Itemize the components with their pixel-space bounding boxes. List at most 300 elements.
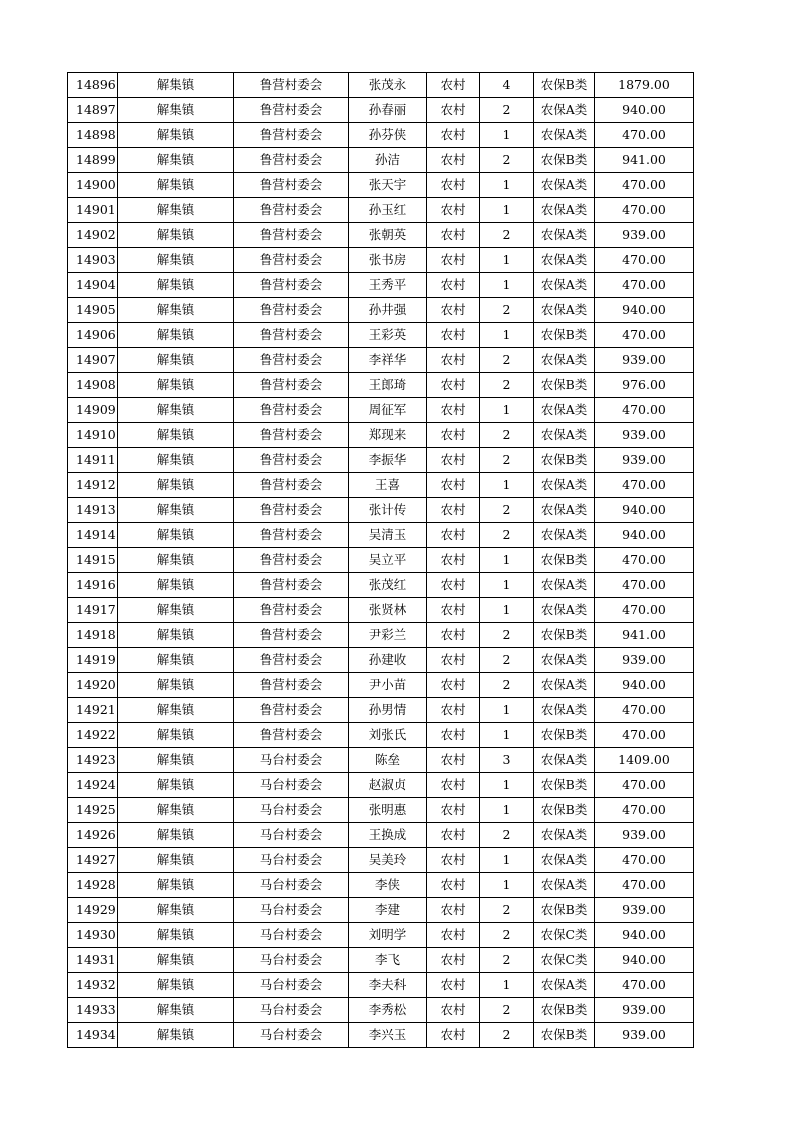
person-name-cell: 张朝英 bbox=[349, 223, 427, 248]
area-type-cell: 农村 bbox=[427, 473, 480, 498]
village-committee-cell: 马台村委会 bbox=[234, 848, 349, 873]
village-committee-cell: 鲁营村委会 bbox=[234, 448, 349, 473]
table-row bbox=[68, 798, 694, 823]
household-count-cell: 1 bbox=[480, 848, 534, 873]
person-name-cell: 尹小苗 bbox=[349, 673, 427, 698]
area-type-cell: 农村 bbox=[427, 548, 480, 573]
table-row bbox=[68, 173, 694, 198]
village-committee-cell: 马台村委会 bbox=[234, 823, 349, 848]
household-count-cell: 2 bbox=[480, 423, 534, 448]
area-type-cell: 农村 bbox=[427, 923, 480, 948]
township-cell: 解集镇 bbox=[118, 623, 234, 648]
township-cell: 解集镇 bbox=[118, 748, 234, 773]
insurance-category-cell: 农保A类 bbox=[534, 873, 595, 898]
table-row bbox=[68, 648, 694, 673]
amount-cell: 470.00 bbox=[595, 873, 694, 898]
table-row bbox=[68, 498, 694, 523]
table-row bbox=[68, 523, 694, 548]
amount-cell: 940.00 bbox=[595, 948, 694, 973]
township-cell: 解集镇 bbox=[118, 298, 234, 323]
insurance-category-cell: 农保A类 bbox=[534, 473, 595, 498]
village-committee-cell: 马台村委会 bbox=[234, 998, 349, 1023]
area-type-cell: 农村 bbox=[427, 973, 480, 998]
household-count-cell: 2 bbox=[480, 348, 534, 373]
record-number-cell: 14919 bbox=[68, 648, 118, 673]
table-row bbox=[68, 423, 694, 448]
record-number-cell: 14908 bbox=[68, 373, 118, 398]
area-type-cell: 农村 bbox=[427, 398, 480, 423]
household-count-cell: 1 bbox=[480, 598, 534, 623]
record-number-cell: 14904 bbox=[68, 273, 118, 298]
township-cell: 解集镇 bbox=[118, 523, 234, 548]
table-row bbox=[68, 398, 694, 423]
record-number-cell: 14921 bbox=[68, 698, 118, 723]
person-name-cell: 李飞 bbox=[349, 948, 427, 973]
insurance-category-cell: 农保A类 bbox=[534, 748, 595, 773]
area-type-cell: 农村 bbox=[427, 98, 480, 123]
township-cell: 解集镇 bbox=[118, 923, 234, 948]
table-row bbox=[68, 273, 694, 298]
household-count-cell: 2 bbox=[480, 898, 534, 923]
insurance-category-cell: 农保A类 bbox=[534, 598, 595, 623]
person-name-cell: 李秀松 bbox=[349, 998, 427, 1023]
household-count-cell: 2 bbox=[480, 1023, 534, 1048]
person-name-cell: 李夫科 bbox=[349, 973, 427, 998]
household-count-cell: 1 bbox=[480, 398, 534, 423]
record-number-cell: 14932 bbox=[68, 973, 118, 998]
insurance-category-cell: 农保B类 bbox=[534, 148, 595, 173]
township-cell: 解集镇 bbox=[118, 373, 234, 398]
household-count-cell: 1 bbox=[480, 698, 534, 723]
area-type-cell: 农村 bbox=[427, 698, 480, 723]
insurance-category-cell: 农保B类 bbox=[534, 898, 595, 923]
household-count-cell: 2 bbox=[480, 498, 534, 523]
area-type-cell: 农村 bbox=[427, 798, 480, 823]
table-row bbox=[68, 98, 694, 123]
village-committee-cell: 鲁营村委会 bbox=[234, 98, 349, 123]
township-cell: 解集镇 bbox=[118, 998, 234, 1023]
village-committee-cell: 鲁营村委会 bbox=[234, 623, 349, 648]
township-cell: 解集镇 bbox=[118, 873, 234, 898]
insurance-category-cell: 农保A类 bbox=[534, 248, 595, 273]
area-type-cell: 农村 bbox=[427, 773, 480, 798]
village-committee-cell: 马台村委会 bbox=[234, 1023, 349, 1048]
township-cell: 解集镇 bbox=[118, 473, 234, 498]
amount-cell: 939.00 bbox=[595, 1023, 694, 1048]
record-number-cell: 14917 bbox=[68, 598, 118, 623]
amount-cell: 470.00 bbox=[595, 598, 694, 623]
village-committee-cell: 鲁营村委会 bbox=[234, 523, 349, 548]
person-name-cell: 张明惠 bbox=[349, 798, 427, 823]
record-number-cell: 14906 bbox=[68, 323, 118, 348]
person-name-cell: 张书房 bbox=[349, 248, 427, 273]
area-type-cell: 农村 bbox=[427, 1023, 480, 1048]
insurance-category-cell: 农保A类 bbox=[534, 498, 595, 523]
insurance-category-cell: 农保A类 bbox=[534, 673, 595, 698]
township-cell: 解集镇 bbox=[118, 498, 234, 523]
household-count-cell: 2 bbox=[480, 673, 534, 698]
village-committee-cell: 鲁营村委会 bbox=[234, 148, 349, 173]
amount-cell: 940.00 bbox=[595, 498, 694, 523]
person-name-cell: 刘明学 bbox=[349, 923, 427, 948]
table-row bbox=[68, 748, 694, 773]
household-count-cell: 1 bbox=[480, 973, 534, 998]
person-name-cell: 孙井强 bbox=[349, 298, 427, 323]
table-row bbox=[68, 1023, 694, 1048]
area-type-cell: 农村 bbox=[427, 573, 480, 598]
area-type-cell: 农村 bbox=[427, 348, 480, 373]
amount-cell: 940.00 bbox=[595, 673, 694, 698]
amount-cell: 470.00 bbox=[595, 698, 694, 723]
record-number-cell: 14928 bbox=[68, 873, 118, 898]
table-row bbox=[68, 298, 694, 323]
record-number-cell: 14909 bbox=[68, 398, 118, 423]
village-committee-cell: 马台村委会 bbox=[234, 873, 349, 898]
amount-cell: 941.00 bbox=[595, 148, 694, 173]
insurance-category-cell: 农保B类 bbox=[534, 798, 595, 823]
table-row bbox=[68, 773, 694, 798]
household-count-cell: 2 bbox=[480, 298, 534, 323]
person-name-cell: 王秀平 bbox=[349, 273, 427, 298]
record-number-cell: 14914 bbox=[68, 523, 118, 548]
amount-cell: 939.00 bbox=[595, 348, 694, 373]
amount-cell: 470.00 bbox=[595, 123, 694, 148]
amount-cell: 940.00 bbox=[595, 923, 694, 948]
person-name-cell: 张茂永 bbox=[349, 73, 427, 98]
insurance-category-cell: 农保B类 bbox=[534, 373, 595, 398]
village-committee-cell: 鲁营村委会 bbox=[234, 573, 349, 598]
village-committee-cell: 鲁营村委会 bbox=[234, 698, 349, 723]
person-name-cell: 陈垒 bbox=[349, 748, 427, 773]
area-type-cell: 农村 bbox=[427, 223, 480, 248]
insurance-category-cell: 农保A类 bbox=[534, 348, 595, 373]
table-row bbox=[68, 948, 694, 973]
person-name-cell: 孙男情 bbox=[349, 698, 427, 723]
area-type-cell: 农村 bbox=[427, 648, 480, 673]
township-cell: 解集镇 bbox=[118, 248, 234, 273]
area-type-cell: 农村 bbox=[427, 873, 480, 898]
insurance-category-cell: 农保B类 bbox=[534, 448, 595, 473]
person-name-cell: 李祥华 bbox=[349, 348, 427, 373]
person-name-cell: 王郎琦 bbox=[349, 373, 427, 398]
village-committee-cell: 马台村委会 bbox=[234, 973, 349, 998]
record-number-cell: 14912 bbox=[68, 473, 118, 498]
table-row bbox=[68, 448, 694, 473]
area-type-cell: 农村 bbox=[427, 298, 480, 323]
person-name-cell: 李建 bbox=[349, 898, 427, 923]
village-committee-cell: 鲁营村委会 bbox=[234, 223, 349, 248]
insurance-category-cell: 农保A类 bbox=[534, 973, 595, 998]
area-type-cell: 农村 bbox=[427, 523, 480, 548]
village-committee-cell: 鲁营村委会 bbox=[234, 198, 349, 223]
household-count-cell: 1 bbox=[480, 123, 534, 148]
township-cell: 解集镇 bbox=[118, 98, 234, 123]
record-number-cell: 14913 bbox=[68, 498, 118, 523]
village-committee-cell: 鲁营村委会 bbox=[234, 423, 349, 448]
record-number-cell: 14922 bbox=[68, 723, 118, 748]
area-type-cell: 农村 bbox=[427, 248, 480, 273]
village-committee-cell: 鲁营村委会 bbox=[234, 348, 349, 373]
amount-cell: 939.00 bbox=[595, 898, 694, 923]
amount-cell: 470.00 bbox=[595, 198, 694, 223]
record-number-cell: 14931 bbox=[68, 948, 118, 973]
area-type-cell: 农村 bbox=[427, 948, 480, 973]
village-committee-cell: 鲁营村委会 bbox=[234, 398, 349, 423]
table-row bbox=[68, 698, 694, 723]
township-cell: 解集镇 bbox=[118, 273, 234, 298]
table-row bbox=[68, 323, 694, 348]
person-name-cell: 孙春丽 bbox=[349, 98, 427, 123]
insurance-category-cell: 农保A类 bbox=[534, 423, 595, 448]
household-count-cell: 1 bbox=[480, 723, 534, 748]
record-number-cell: 14926 bbox=[68, 823, 118, 848]
insurance-category-cell: 农保C类 bbox=[534, 948, 595, 973]
township-cell: 解集镇 bbox=[118, 348, 234, 373]
amount-cell: 470.00 bbox=[595, 248, 694, 273]
area-type-cell: 农村 bbox=[427, 73, 480, 98]
area-type-cell: 农村 bbox=[427, 998, 480, 1023]
insurance-category-cell: 农保A类 bbox=[534, 198, 595, 223]
insurance-category-cell: 农保A类 bbox=[534, 298, 595, 323]
township-cell: 解集镇 bbox=[118, 973, 234, 998]
village-committee-cell: 鲁营村委会 bbox=[234, 73, 349, 98]
insurance-category-cell: 农保A类 bbox=[534, 223, 595, 248]
table-row bbox=[68, 148, 694, 173]
village-committee-cell: 鲁营村委会 bbox=[234, 723, 349, 748]
person-name-cell: 吴清玉 bbox=[349, 523, 427, 548]
table-row bbox=[68, 598, 694, 623]
household-count-cell: 3 bbox=[480, 748, 534, 773]
household-count-cell: 1 bbox=[480, 273, 534, 298]
insurance-category-cell: 农保A类 bbox=[534, 573, 595, 598]
township-cell: 解集镇 bbox=[118, 423, 234, 448]
amount-cell: 939.00 bbox=[595, 823, 694, 848]
village-committee-cell: 鲁营村委会 bbox=[234, 648, 349, 673]
household-count-cell: 1 bbox=[480, 323, 534, 348]
roster-table-body bbox=[68, 73, 694, 1048]
record-number-cell: 14897 bbox=[68, 98, 118, 123]
table-row bbox=[68, 623, 694, 648]
amount-cell: 939.00 bbox=[595, 648, 694, 673]
amount-cell: 470.00 bbox=[595, 323, 694, 348]
record-number-cell: 14918 bbox=[68, 623, 118, 648]
area-type-cell: 农村 bbox=[427, 323, 480, 348]
record-number-cell: 14933 bbox=[68, 998, 118, 1023]
village-committee-cell: 马台村委会 bbox=[234, 748, 349, 773]
record-number-cell: 14901 bbox=[68, 198, 118, 223]
record-number-cell: 14898 bbox=[68, 123, 118, 148]
person-name-cell: 孙芬侠 bbox=[349, 123, 427, 148]
amount-cell: 976.00 bbox=[595, 373, 694, 398]
amount-cell: 470.00 bbox=[595, 473, 694, 498]
insurance-category-cell: 农保A类 bbox=[534, 698, 595, 723]
township-cell: 解集镇 bbox=[118, 648, 234, 673]
record-number-cell: 14899 bbox=[68, 148, 118, 173]
household-count-cell: 1 bbox=[480, 248, 534, 273]
person-name-cell: 王换成 bbox=[349, 823, 427, 848]
household-count-cell: 2 bbox=[480, 373, 534, 398]
township-cell: 解集镇 bbox=[118, 198, 234, 223]
village-committee-cell: 马台村委会 bbox=[234, 773, 349, 798]
table-row bbox=[68, 823, 694, 848]
insurance-category-cell: 农保A类 bbox=[534, 398, 595, 423]
township-cell: 解集镇 bbox=[118, 73, 234, 98]
table-row bbox=[68, 973, 694, 998]
insurance-category-cell: 农保A类 bbox=[534, 848, 595, 873]
village-committee-cell: 鲁营村委会 bbox=[234, 323, 349, 348]
amount-cell: 940.00 bbox=[595, 298, 694, 323]
insurance-category-cell: 农保B类 bbox=[534, 73, 595, 98]
area-type-cell: 农村 bbox=[427, 448, 480, 473]
table-row bbox=[68, 848, 694, 873]
area-type-cell: 农村 bbox=[427, 198, 480, 223]
amount-cell: 939.00 bbox=[595, 223, 694, 248]
area-type-cell: 农村 bbox=[427, 173, 480, 198]
household-count-cell: 1 bbox=[480, 548, 534, 573]
village-committee-cell: 鲁营村委会 bbox=[234, 273, 349, 298]
township-cell: 解集镇 bbox=[118, 398, 234, 423]
insurance-category-cell: 农保B类 bbox=[534, 723, 595, 748]
household-count-cell: 4 bbox=[480, 73, 534, 98]
amount-cell: 470.00 bbox=[595, 398, 694, 423]
table-row bbox=[68, 473, 694, 498]
record-number-cell: 14896 bbox=[68, 73, 118, 98]
village-committee-cell: 鲁营村委会 bbox=[234, 248, 349, 273]
person-name-cell: 周征军 bbox=[349, 398, 427, 423]
insurance-category-cell: 农保A类 bbox=[534, 648, 595, 673]
household-count-cell: 2 bbox=[480, 448, 534, 473]
record-number-cell: 14907 bbox=[68, 348, 118, 373]
insurance-category-cell: 农保A类 bbox=[534, 823, 595, 848]
household-count-cell: 2 bbox=[480, 148, 534, 173]
township-cell: 解集镇 bbox=[118, 148, 234, 173]
insurance-category-cell: 农保A类 bbox=[534, 273, 595, 298]
insurance-category-cell: 农保A类 bbox=[534, 98, 595, 123]
amount-cell: 470.00 bbox=[595, 173, 694, 198]
township-cell: 解集镇 bbox=[118, 548, 234, 573]
person-name-cell: 李侠 bbox=[349, 873, 427, 898]
record-number-cell: 14920 bbox=[68, 673, 118, 698]
amount-cell: 470.00 bbox=[595, 848, 694, 873]
village-committee-cell: 鲁营村委会 bbox=[234, 598, 349, 623]
household-count-cell: 1 bbox=[480, 573, 534, 598]
area-type-cell: 农村 bbox=[427, 673, 480, 698]
record-number-cell: 14911 bbox=[68, 448, 118, 473]
amount-cell: 470.00 bbox=[595, 773, 694, 798]
person-name-cell: 赵淑贞 bbox=[349, 773, 427, 798]
area-type-cell: 农村 bbox=[427, 498, 480, 523]
record-number-cell: 14905 bbox=[68, 298, 118, 323]
person-name-cell: 张贤林 bbox=[349, 598, 427, 623]
person-name-cell: 张茂红 bbox=[349, 573, 427, 598]
amount-cell: 1879.00 bbox=[595, 73, 694, 98]
record-number-cell: 14915 bbox=[68, 548, 118, 573]
amount-cell: 470.00 bbox=[595, 573, 694, 598]
household-count-cell: 1 bbox=[480, 473, 534, 498]
insurance-category-cell: 农保A类 bbox=[534, 123, 595, 148]
insurance-category-cell: 农保B类 bbox=[534, 998, 595, 1023]
amount-cell: 940.00 bbox=[595, 98, 694, 123]
area-type-cell: 农村 bbox=[427, 598, 480, 623]
record-number-cell: 14902 bbox=[68, 223, 118, 248]
record-number-cell: 14934 bbox=[68, 1023, 118, 1048]
table-row bbox=[68, 373, 694, 398]
table-row bbox=[68, 898, 694, 923]
insurance-category-cell: 农保B类 bbox=[534, 1023, 595, 1048]
person-name-cell: 吴美玲 bbox=[349, 848, 427, 873]
household-count-cell: 1 bbox=[480, 873, 534, 898]
insurance-category-cell: 农保A类 bbox=[534, 523, 595, 548]
insurance-category-cell: 农保A类 bbox=[534, 173, 595, 198]
amount-cell: 470.00 bbox=[595, 798, 694, 823]
household-count-cell: 2 bbox=[480, 523, 534, 548]
record-number-cell: 14925 bbox=[68, 798, 118, 823]
township-cell: 解集镇 bbox=[118, 723, 234, 748]
township-cell: 解集镇 bbox=[118, 223, 234, 248]
amount-cell: 470.00 bbox=[595, 973, 694, 998]
person-name-cell: 孙玉红 bbox=[349, 198, 427, 223]
record-number-cell: 14910 bbox=[68, 423, 118, 448]
record-number-cell: 14927 bbox=[68, 848, 118, 873]
person-name-cell: 孙建收 bbox=[349, 648, 427, 673]
village-committee-cell: 马台村委会 bbox=[234, 923, 349, 948]
township-cell: 解集镇 bbox=[118, 573, 234, 598]
village-committee-cell: 鲁营村委会 bbox=[234, 173, 349, 198]
amount-cell: 939.00 bbox=[595, 448, 694, 473]
township-cell: 解集镇 bbox=[118, 798, 234, 823]
insurance-category-cell: 农保B类 bbox=[534, 548, 595, 573]
township-cell: 解集镇 bbox=[118, 598, 234, 623]
household-count-cell: 2 bbox=[480, 648, 534, 673]
record-number-cell: 14900 bbox=[68, 173, 118, 198]
village-committee-cell: 鲁营村委会 bbox=[234, 298, 349, 323]
amount-cell: 941.00 bbox=[595, 623, 694, 648]
table-row bbox=[68, 73, 694, 98]
amount-cell: 1409.00 bbox=[595, 748, 694, 773]
table-row bbox=[68, 573, 694, 598]
household-count-cell: 1 bbox=[480, 773, 534, 798]
amount-cell: 470.00 bbox=[595, 273, 694, 298]
roster-table bbox=[67, 72, 694, 1048]
record-number-cell: 14903 bbox=[68, 248, 118, 273]
village-committee-cell: 马台村委会 bbox=[234, 798, 349, 823]
area-type-cell: 农村 bbox=[427, 148, 480, 173]
table-row bbox=[68, 548, 694, 573]
amount-cell: 470.00 bbox=[595, 723, 694, 748]
record-number-cell: 14930 bbox=[68, 923, 118, 948]
table-row bbox=[68, 248, 694, 273]
area-type-cell: 农村 bbox=[427, 748, 480, 773]
table-row bbox=[68, 998, 694, 1023]
area-type-cell: 农村 bbox=[427, 723, 480, 748]
area-type-cell: 农村 bbox=[427, 898, 480, 923]
insurance-category-cell: 农保B类 bbox=[534, 323, 595, 348]
township-cell: 解集镇 bbox=[118, 773, 234, 798]
insurance-category-cell: 农保C类 bbox=[534, 923, 595, 948]
amount-cell: 940.00 bbox=[595, 523, 694, 548]
household-count-cell: 1 bbox=[480, 173, 534, 198]
township-cell: 解集镇 bbox=[118, 948, 234, 973]
township-cell: 解集镇 bbox=[118, 323, 234, 348]
insurance-category-cell: 农保B类 bbox=[534, 773, 595, 798]
township-cell: 解集镇 bbox=[118, 123, 234, 148]
record-number-cell: 14924 bbox=[68, 773, 118, 798]
person-name-cell: 郑现来 bbox=[349, 423, 427, 448]
table-row bbox=[68, 123, 694, 148]
record-number-cell: 14916 bbox=[68, 573, 118, 598]
township-cell: 解集镇 bbox=[118, 673, 234, 698]
village-committee-cell: 马台村委会 bbox=[234, 948, 349, 973]
